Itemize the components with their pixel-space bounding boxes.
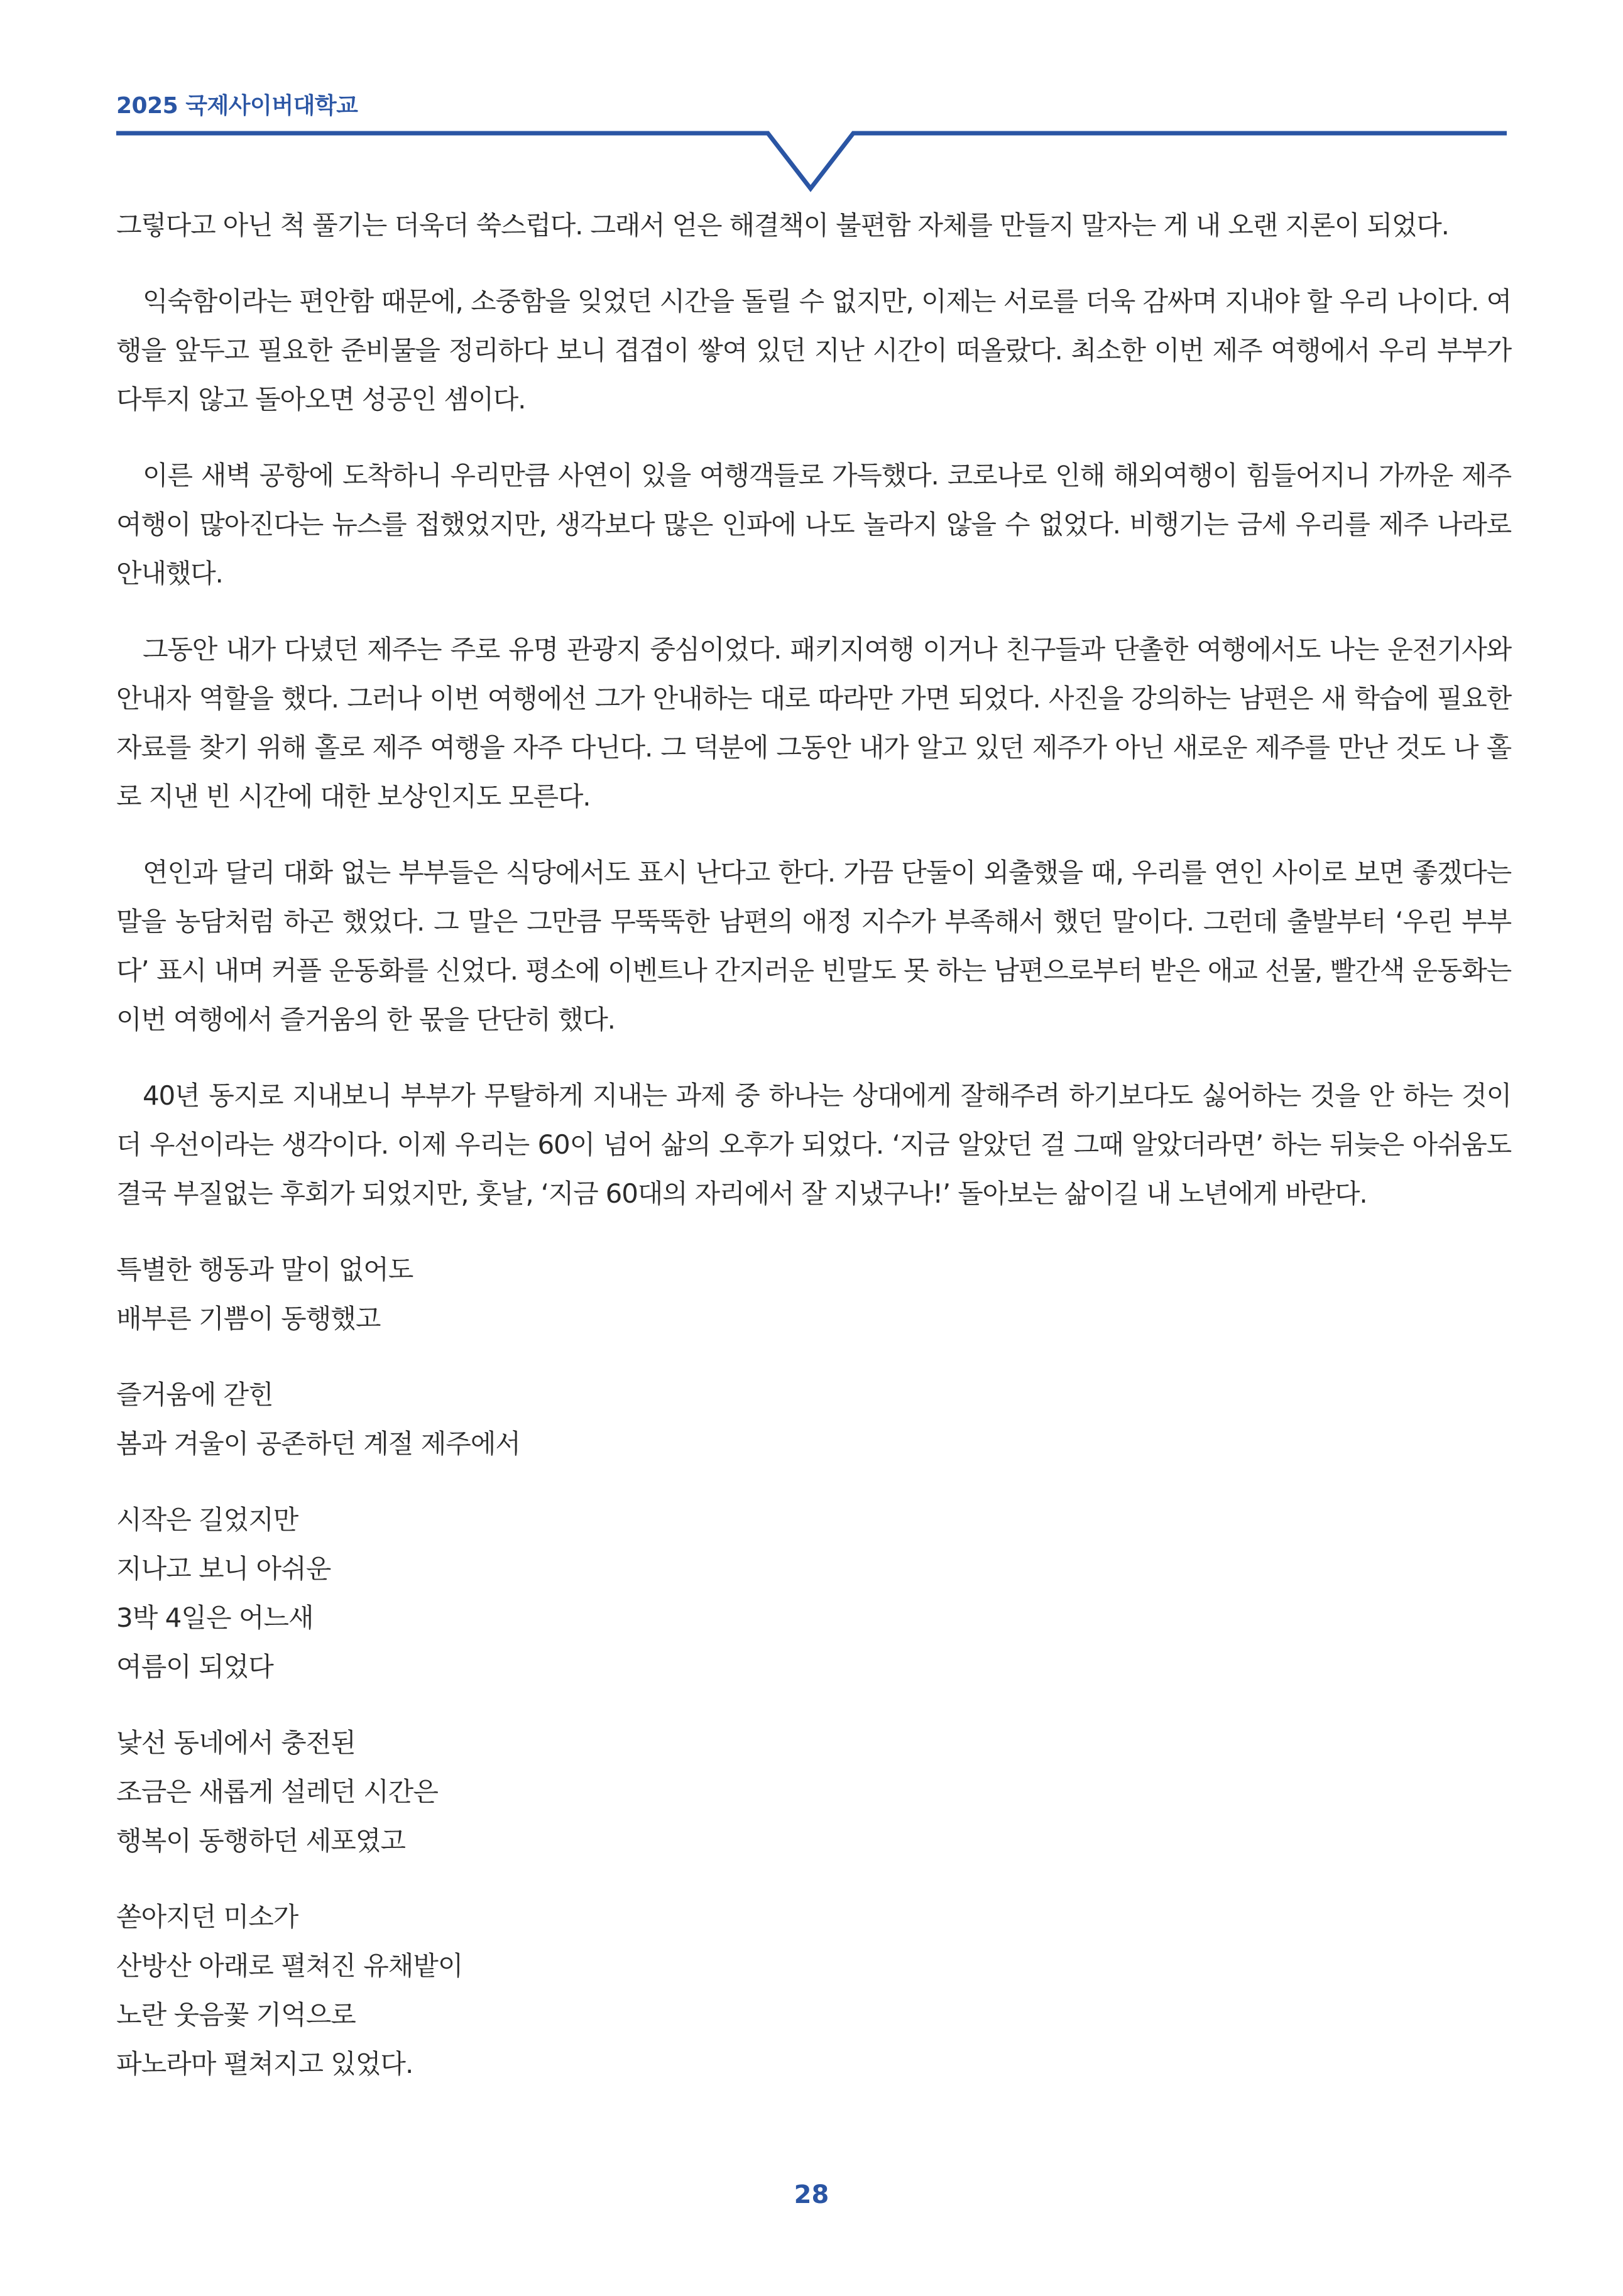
poem-line: 여름이 되었다 (116, 1651, 273, 1682)
poem-stanza-2 (116, 1370, 1511, 1468)
poem (116, 1245, 1511, 2089)
poem-line: 파노라마 펼쳐지고 있었다. (116, 2048, 413, 2079)
header-title: 2025 국제사이버대학교 (116, 93, 358, 119)
poem-stanza-1 (116, 1245, 1511, 1343)
article-body (116, 201, 1511, 2116)
poem-line: 봄과 겨울이 공존하던 계절 제주에서 (116, 1428, 520, 1459)
poem-line: 배부른 기쁨이 동행했고 (116, 1303, 381, 1334)
paragraph-3: 이른 새벽 공항에 도착하니 우리만큼 사연이 있을 여행객들로 가득했다. 코로나로 인해 해외여행이 힘들어지니 가까운 제주 여행이 많아진다는 뉴스를 접했었지만, 생각보다 많은 인파에 나도 놀라지 않을 수 없었다. 비행기는 금세 우리를 제주 나라로 안내했다. (116, 460, 1511, 589)
header-rule-line (116, 133, 1507, 189)
poem-line: 시작은 길었지만 (116, 1504, 298, 1535)
page-number: 28 (794, 2180, 829, 2209)
poem-line: 낯선 동네에서 충전된 (116, 1727, 356, 1758)
header-rule-chevron (0, 0, 1623, 214)
paragraph-5: 연인과 달리 대화 없는 부부들은 식당에서도 표시 난다고 한다. 가끔 단둘이 외출했을 때, 우리를 연인 사이로 보면 좋겠다는 말을 농담처럼 하곤 했었다. 그 말은 그만큼 무뚝뚝한 남편의 애정 지수가 부족해서 했던 말이다. 그런데 출발부터 ‘우린 부부다’ 표시 내며 커플 운동화를 신었다. 평소에 이벤트나 간지러운 빈말도 못 하는 남편으로부터 받은 애교 선물, 빨간색 운동화는 이번 여행에서 즐거움의 한 몫을 단단히 했다. (116, 857, 1511, 1035)
poem-line: 특별한 행동과 말이 없어도 (116, 1254, 413, 1285)
poem-line: 3박 4일은 어느새 (116, 1602, 314, 1633)
poem-line: 노란 웃음꽃 기억으로 (116, 1999, 356, 2030)
paragraph-6: 40년 동지로 지내보니 부부가 무탈하게 지내는 과제 중 하나는 상대에게 잘해주려 하기보다도 싫어하는 것을 안 하는 것이 더 우선이라는 생각이다. 이제 우리는 60이 넘어 삶의 오후가 되었다. ‘지금 알았던 걸 그때 알았더라면’ 하는 뒤늦은 아쉬움도 결국 부질없는 후회가 되었지만, 훗날, ‘지금 60대의 자리에서 잘 지냈구나!’ 돌아보는 삶이길 내 노년에게 바란다. (116, 1080, 1511, 1209)
paragraph-2: 익숙함이라는 편안함 때문에, 소중함을 잊었던 시간을 돌릴 수 없지만, 이제는 서로를 더욱 감싸며 지내야 할 우리 나이다. 여행을 앞두고 필요한 준비물을 정리하다 보니 겹겹이 쌓여 있던 지난 시간이 떠올랐다. 최소한 이번 제주 여행에서 우리 부부가 다투지 않고 돌아오면 성공인 셈이다. (116, 286, 1511, 415)
poem-stanza-3 (116, 1495, 1511, 1692)
paragraph-4: 그동안 내가 다녔던 제주는 주로 유명 관광지 중심이었다. 패키지여행 이거나 친구들과 단촐한 여행에서도 나는 운전기사와 안내자 역할을 했다. 그러나 이번 여행에선 그가 안내하는 대로 따라만 가면 되었다. 사진을 강의하는 남편은 새 학습에 필요한 자료를 찾기 위해 홀로 제주 여행을 자주 다닌다. 그 덕분에 그동안 내가 알고 있던 제주가 아닌 새로운 제주를 만난 것도 나 홀로 지낸 빈 시간에 대한 보상인지도 모른다. (116, 634, 1511, 812)
poem-line: 행복이 동행하던 세포였고 (116, 1825, 405, 1856)
poem-line: 쏟아지던 미소가 (116, 1901, 298, 1932)
poem-line: 지나고 보니 아쉬운 (116, 1553, 331, 1584)
poem-stanza-5 (116, 1893, 1511, 2089)
poem-line: 조금은 새롭게 설레던 시간은 (116, 1776, 438, 1807)
paragraph-1: 그렇다고 아닌 척 풀기는 더욱더 쑥스럽다. 그래서 얻은 해결책이 불편함 자체를 만들지 말자는 게 내 오랜 지론이 되었다. (116, 210, 1449, 241)
poem-line: 산방산 아래로 펼쳐진 유채밭이 (116, 1950, 463, 1981)
poem-line: 즐거움에 갇힌 (116, 1379, 273, 1410)
poem-stanza-4 (116, 1719, 1511, 1866)
